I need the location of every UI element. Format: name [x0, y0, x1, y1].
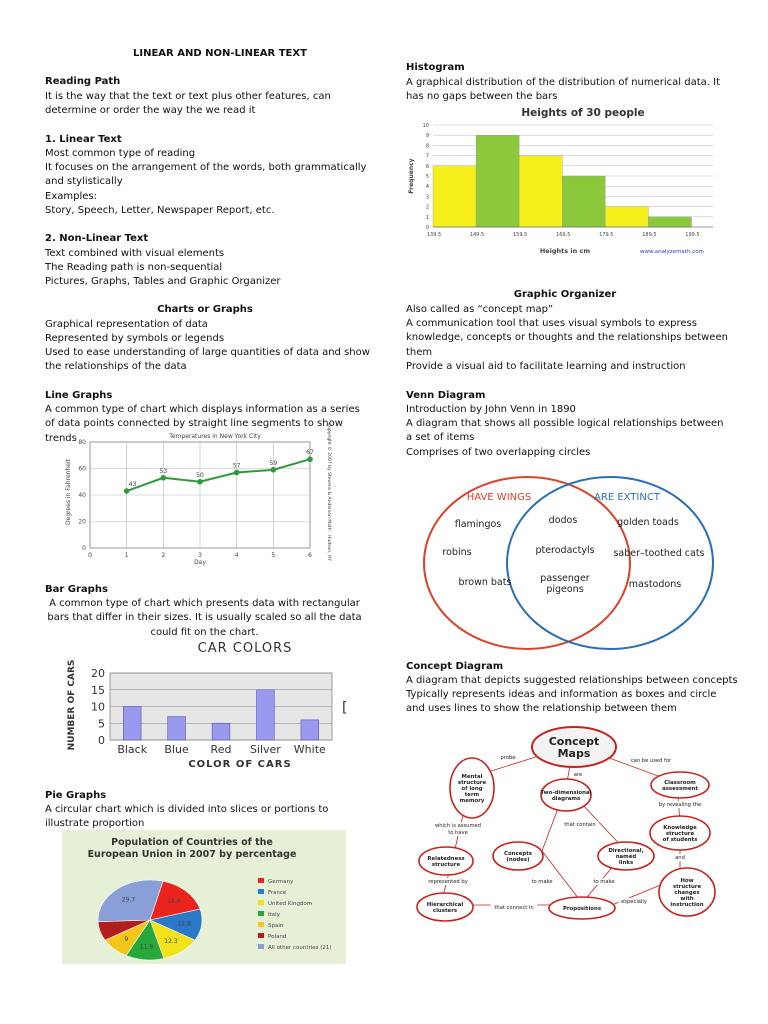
bar-graphs-body: A common type of chart which presents data with rectangular bars that differ in their sizes. It is usually scaled so all the data could fit on the chart.	[47, 598, 362, 638]
concept-node-two-dim-label: diagrams	[551, 795, 581, 802]
concept-link-label: especially	[621, 899, 647, 905]
pie-graphs-heading: Pie Graphs	[45, 790, 107, 801]
bar-chart-ytick: 10	[91, 700, 105, 714]
bar-chart-category-label: Red	[210, 743, 232, 756]
bar-chart-ytick: 0	[98, 734, 105, 747]
charts-line: Represented by symbols or legends	[45, 333, 225, 344]
histogram-bar	[648, 217, 691, 227]
line-chart-series-line	[127, 459, 310, 491]
concept-map	[412, 725, 727, 925]
histogram-xtick: 189.5	[642, 232, 657, 238]
venn-middle-item: passenger	[540, 573, 590, 584]
line-chart-data-label: 43	[128, 481, 137, 489]
bar-chart-ytick: 20	[91, 667, 105, 680]
pie-legend-label: United Kingdom	[268, 901, 313, 907]
histogram-ytick: 8	[425, 143, 429, 150]
venn-line: A diagram that shows all possible logical relationships between a set of items	[406, 418, 724, 444]
concept-link-label: to make	[593, 879, 615, 885]
concept-diagram-line: Typically represents ideas and information as boxes and circle and uses lines to show the relationship between them	[406, 689, 717, 715]
venn-left-item: brown bats	[458, 577, 512, 588]
histogram-bar	[605, 207, 648, 227]
graphic-organizer-line: Provide a visual aid to facilitate learning and instruction	[406, 361, 686, 372]
page-title: LINEAR AND NON-LINEAR TEXT	[133, 48, 307, 59]
pie-legend-swatch	[258, 944, 264, 949]
concept-node-how-label: instruction	[670, 901, 704, 908]
histogram-title: Heights of 30 people	[521, 107, 645, 119]
bar-chart-bar	[123, 707, 141, 741]
pie-legend-label: Poland	[268, 934, 287, 940]
histogram-ytick: 7	[425, 153, 429, 160]
line-chart-ytick: 60	[78, 465, 86, 473]
pie-chart	[62, 830, 346, 964]
venn-left-item: robins	[442, 547, 472, 558]
histogram-source: www.analyzemath.com	[640, 249, 704, 255]
line-chart-ytick: 20	[78, 518, 86, 526]
histogram-body: A graphical distribution of the distribution of numerical data. It has no gaps between the bars	[406, 77, 721, 103]
concept-link-label: which is assumed	[435, 823, 481, 829]
histogram-ylabel: Frequency	[408, 158, 415, 194]
venn-middle-item: dodos	[548, 515, 578, 526]
line-chart-copyright: Copyright © 2007 by Stevens & Anderson Math - Hudson, NY	[326, 422, 331, 562]
line-chart-data-label: 59	[269, 459, 278, 467]
reading-path-heading: Reading Path	[45, 76, 121, 87]
pie-slice-label: 12.3	[164, 937, 178, 945]
graphic-organizer-heading: Graphic Organizer	[513, 289, 617, 300]
histogram-xtick: 199.5	[685, 232, 700, 238]
pie-legend-swatch	[258, 922, 264, 927]
concept-diagram-line: A diagram that depicts suggested relationships between concepts	[406, 675, 738, 686]
line-chart-point	[197, 479, 203, 485]
histogram-ytick: 1	[425, 214, 429, 221]
pie-legend-swatch	[258, 911, 264, 916]
venn-right-item: mastodons	[628, 579, 682, 590]
venn-line: Introduction by John Venn in 1890	[406, 404, 576, 415]
concept-node-center-label: Concept	[548, 734, 600, 748]
concept-node-how-label: structure	[672, 883, 702, 890]
bar-chart-category-label: Black	[117, 743, 148, 756]
pie-slice-label: 16.6	[167, 898, 181, 906]
linear-text-line: Most common type of reading	[45, 148, 196, 159]
concept-link-label: that connect in	[494, 905, 534, 911]
line-chart-xlabel: Day	[194, 559, 206, 566]
line-chart-ytick: 80	[78, 439, 86, 446]
concept-node-classroom-label: Classroom	[664, 779, 696, 786]
venn-right-item: saber–toothed cats	[613, 548, 705, 559]
bar-chart-xlabel: COLOR OF CARS	[188, 759, 292, 770]
histogram-ytick: 3	[425, 194, 429, 201]
histogram-chart	[405, 100, 725, 260]
histogram-xtick: 149.5	[469, 232, 485, 238]
line-chart-xtick: 1	[124, 552, 129, 559]
concept-link-label: represented by	[428, 879, 468, 885]
histogram-ytick: 0	[425, 225, 429, 231]
concept-node-directional-label: links	[618, 859, 634, 866]
histogram-xtick: 159.5	[512, 232, 528, 238]
concept-node-concepts-label: (nodes)	[506, 856, 530, 863]
pie-slice-label: 29.7	[121, 896, 136, 904]
histogram-ytick: 4	[425, 184, 429, 191]
pie-legend-label: France	[268, 890, 287, 896]
concept-link-label: that contain	[564, 822, 596, 828]
bar-chart-bar	[168, 717, 186, 740]
non-linear-text-heading: 2. Non-Linear Text	[45, 233, 149, 244]
histogram-xtick: 169.5	[556, 232, 571, 238]
bar-chart-category-label: Blue	[164, 743, 189, 756]
concept-link-label: are	[573, 772, 583, 778]
venn-diagram	[415, 475, 725, 655]
concept-node-knowledge-label: of students	[662, 836, 698, 843]
line-chart-xtick: 2	[161, 552, 166, 559]
concept-node-classroom-label: assessment	[662, 785, 698, 792]
concept-node-center-label: Maps	[557, 746, 591, 760]
concept-node-directional-label: named	[615, 853, 637, 860]
bar-chart-bar	[301, 720, 319, 740]
pie-slice-label: 7.7	[112, 924, 122, 932]
concept-node-knowledge-label: Knowledge	[663, 824, 697, 831]
venn-middle-item: pterodactyls	[535, 545, 595, 556]
pie-legend-swatch	[258, 900, 264, 905]
bar-chart-ytick: 15	[91, 683, 105, 697]
line-chart-point	[161, 475, 167, 481]
line-graphs-heading: Line Graphs	[45, 390, 113, 401]
concept-node-how-label: How	[680, 878, 694, 885]
concept-diagram-heading: Concept Diagram	[406, 661, 504, 672]
concept-link-line	[542, 851, 582, 903]
histogram-ytick: 6	[425, 163, 429, 170]
bar-chart-category-label: Silver	[249, 743, 281, 756]
bracket-glyph: [	[342, 700, 348, 716]
concept-link-label: by revealing the	[658, 802, 702, 808]
pie-slice-label: 12.8	[177, 920, 191, 928]
line-chart-data-label: 50	[196, 471, 204, 479]
venn-right-title: ARE EXTINCT	[594, 492, 660, 503]
histogram-bar	[519, 156, 562, 227]
concept-node-two-dim-label: Two-dimensional	[540, 789, 592, 796]
concept-node-how-label: changes	[674, 889, 700, 896]
pie-legend-label: All other countries (21)	[268, 945, 332, 951]
charts-line: Graphical representation of data	[45, 319, 208, 330]
pie-legend-swatch	[258, 889, 264, 894]
bar-chart-title: CAR COLORS	[197, 641, 293, 656]
venn-left-title: HAVE WINGS	[466, 492, 532, 503]
bar-chart-category-label: White	[293, 743, 326, 756]
concept-link-label: probe	[500, 755, 516, 761]
linear-text-line: Examples:	[45, 191, 97, 202]
pie-graphs-body: A circular chart which is divided into slices or portions to illustrate proportion	[45, 804, 329, 830]
line-chart-ylabel: Degrees in Fahrenheit	[65, 459, 72, 525]
concept-link-label: can be used for	[630, 758, 672, 764]
non-linear-text-line: Pictures, Graphs, Tables and Graphic Organizer	[45, 276, 281, 287]
graphic-organizer-line: A communication tool that uses visual symbols to express knowledge, concepts or thoughts and the relationships between them	[406, 318, 728, 358]
histogram-xtick: 179.5	[599, 232, 614, 238]
pie-legend-label: Germany	[268, 879, 294, 885]
line-chart-data-label: 67	[306, 449, 314, 457]
bar-chart-bar	[257, 690, 275, 740]
line-chart-xtick: 4	[234, 552, 239, 559]
line-chart-point	[234, 470, 240, 476]
pie-chart-title-line2: European Union in 2007 by percentage	[87, 849, 297, 860]
concept-node-hierarchical-label: clusters	[432, 907, 458, 914]
pie-chart-title-line1: Population of Countries of the	[111, 837, 273, 848]
concept-node-how-label: with	[680, 895, 694, 902]
concept-link-label: to make	[531, 879, 553, 885]
bar-chart-ytick: 5	[98, 717, 105, 731]
line-chart-point	[307, 456, 313, 462]
pie-slice-label: 9	[124, 936, 129, 944]
bar-graphs-heading: Bar Graphs	[45, 584, 108, 595]
concept-node-relatedness-label: Relatedness	[427, 855, 465, 862]
concept-node-mental-label: Mental	[461, 774, 483, 781]
pie-slice-label: 11.9	[139, 943, 154, 951]
pie-legend-label: Spain	[268, 923, 284, 929]
venn-line: Comprises of two overlapping circles	[406, 447, 591, 458]
histogram-ytick: 2	[425, 204, 429, 211]
linear-text-line: It focuses on the arrangement of the words, both grammatically and stylistically	[45, 162, 367, 188]
charts-line: Used to ease understanding of large quantities of data and show the relationships of the data	[45, 347, 370, 373]
venn-left-item: flamingos	[454, 519, 502, 530]
line-chart-xtick: 3	[198, 552, 202, 559]
graphic-organizer-line: Also called as “concept map”	[406, 304, 554, 315]
concept-node-relatedness-label: structure	[431, 861, 461, 868]
histogram-ytick: 5	[425, 174, 429, 180]
line-chart-ytick: 40	[78, 492, 86, 499]
histogram-heading: Histogram	[406, 62, 465, 73]
concept-link-label: to have	[448, 830, 468, 836]
venn-heading: Venn Diagram	[406, 390, 486, 401]
line-chart-point	[271, 467, 277, 473]
line-chart-xtick: 6	[308, 552, 312, 559]
line-chart-ytick: 0	[82, 545, 86, 552]
histogram-xtick: 139.5	[426, 232, 442, 238]
concept-node-mental-label: memory	[459, 797, 485, 804]
bar-chart-ylabel: NUMBER OF CARS	[67, 659, 77, 751]
pie-legend-label: Italy	[268, 912, 280, 918]
concept-node-mental-label: structure	[457, 779, 487, 786]
non-linear-text-line: The Reading path is non-sequential	[45, 262, 223, 273]
bar-chart	[62, 640, 362, 770]
histogram-xlabel: Heights in cm	[539, 247, 591, 255]
histogram-bar	[476, 135, 519, 227]
line-chart-data-label: 57	[232, 462, 241, 470]
histogram-ytick: 9	[425, 133, 429, 140]
concept-link-label: and	[675, 855, 685, 861]
concept-node-mental-label: term	[464, 791, 480, 798]
linear-text-line: Story, Speech, Letter, Newspaper Report, etc.	[45, 205, 275, 216]
histogram-bar	[433, 166, 476, 227]
line-chart-data-label: 53	[159, 467, 168, 475]
pie-legend-swatch	[258, 933, 264, 938]
histogram-bar	[562, 176, 605, 227]
line-graphs-body: A common type of chart which displays information as a series of data points connected by straight line segments to show trends	[45, 404, 360, 444]
concept-node-directional-label: Directional,	[608, 847, 644, 854]
linear-text-heading: 1. Linear Text	[45, 134, 122, 145]
concept-node-hierarchical-label: Hierarchical	[426, 901, 464, 908]
line-chart-point	[124, 488, 130, 494]
non-linear-text-line: Text combined with visual elements	[45, 248, 225, 259]
pie-legend-swatch	[258, 878, 264, 883]
concept-node-mental-label: of long	[461, 785, 483, 792]
line-chart-title: Temperatures in New York City	[169, 433, 261, 440]
histogram-ytick: 10	[422, 123, 429, 129]
line-chart-xtick: 0	[88, 552, 92, 559]
charts-heading: Charts or Graphs	[157, 304, 253, 315]
concept-node-knowledge-label: structure	[665, 830, 695, 837]
venn-right-item: golden toads	[617, 517, 679, 528]
concept-node-concepts-label: Concepts	[504, 850, 532, 857]
reading-path-body: It is the way that the text or text plus other features, can determine or order the way the we read it	[45, 91, 331, 117]
concept-node-propositions-label: Propositions	[562, 905, 602, 912]
line-chart-xtick: 5	[271, 552, 276, 559]
bar-chart-bar	[212, 723, 230, 740]
venn-middle-item: pigeons	[546, 584, 584, 595]
